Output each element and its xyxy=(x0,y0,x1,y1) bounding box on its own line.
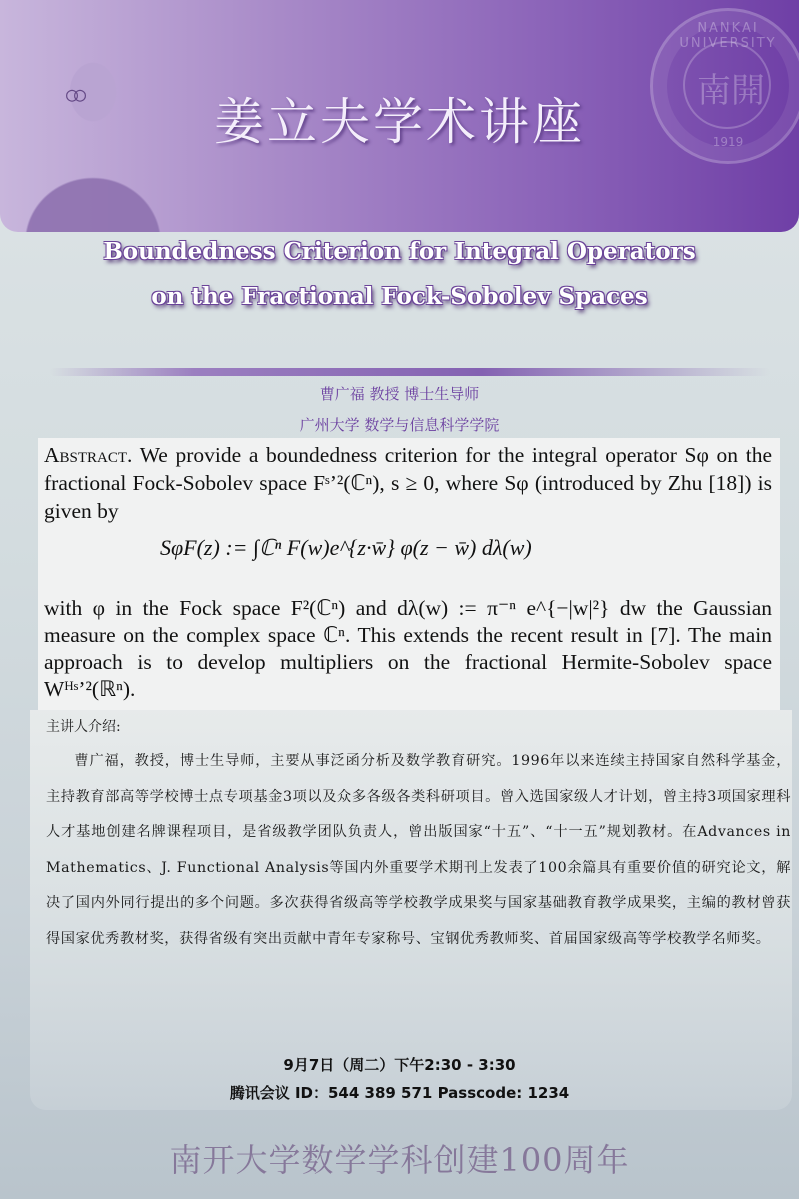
schedule-time: 9月7日（周二）下午2:30 - 3:30 xyxy=(283,1056,516,1074)
glasses-icon: ○○ xyxy=(66,82,83,106)
abstract-formula: SφF(z) := ∫ℂⁿ F(w)e^{z·w̄} φ(z − w̄) dλ(w) xyxy=(160,535,532,560)
abstract-text-after: with φ in the Fock space F²(ℂⁿ) and dλ(w) := π⁻ⁿ e^{−|w|²} dw the Gaussian measure on the complex space ℂⁿ. This extends the recent result in [7]. The main approach is to develop multipliers on the fractional Hermite-Sobolev space Wᴴˢʼ²(ℝⁿ). xyxy=(44,596,772,701)
seal-name: NANKAI UNIVERSITY xyxy=(679,21,777,51)
abstract-paragraph-1 xyxy=(44,441,772,525)
abstract-label: Abstract. xyxy=(44,443,133,467)
abstract-text-before: We provide a boundedness criterion for the integral operator Sφ on the fractional Fock-Sobolev space Fˢʼ²(ℂⁿ), s ≥ 0, where Sφ (introduced by Zhu [18]) is given by xyxy=(44,443,772,523)
meeting-info: 腾讯会议 ID：544 389 571 Passcode: 1234 xyxy=(229,1084,570,1102)
speaker-name: 曹广福 教授 博士生导师 xyxy=(319,385,480,403)
seal-mark: 南開 xyxy=(697,71,765,111)
header-banner xyxy=(0,0,799,232)
talk-title-line2: on the Fractional Fock-Sobolev Spaces xyxy=(151,283,648,310)
divider xyxy=(50,368,770,376)
bio-text: 曹广福，教授，博士生导师，主要从事泛函分析及数学教育研究。1996年以来连续主持国家自然科学基金，主持教育部高等学校博士点专项基金3项以及众多各级各类科研项目。曾入选国家级人才计划，曾主持3项国家理科人才基地创建名牌课程项目，是省级教学团队负责人，曾出版国家“十五”、“十一五”规划教材。在Advances in Mathematics、J. Functional Analysis等国内外重要学术期刊上发表了100余篇具有重要价值的研究论文，解决了国内外同行提出的多个问题。多次获得省级高等学校教学成果奖与国家基础教育教学成果奖，主编的教材曾获得国家优秀教材奖，获得省级有突出贡献中青年专家称号、宝钢优秀教师奖、首届国家级高等学校教学名师奖。 xyxy=(46,753,791,947)
footer-banner: 南开大学数学学科创建100周年 xyxy=(169,1141,630,1179)
bio-heading: 主讲人介绍: xyxy=(46,719,121,735)
seal-year: 1919 xyxy=(712,135,744,149)
lecture-series-title: 姜立夫学术讲座 xyxy=(214,93,585,151)
talk-title-line1: Boundedness Criterion for Integral Operators xyxy=(103,238,696,265)
speaker-affiliation: 广州大学 数学与信息科学学院 xyxy=(299,416,500,434)
